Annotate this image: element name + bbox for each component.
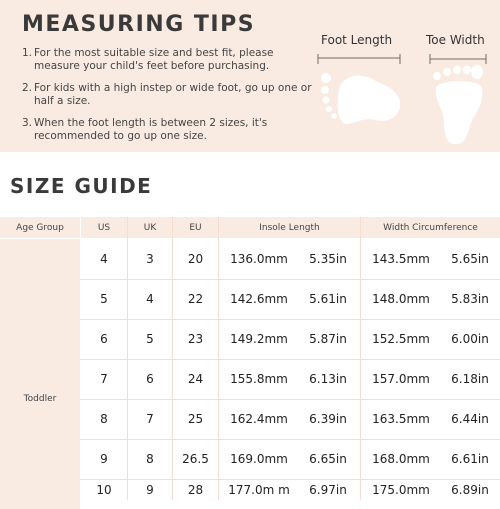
cell-eu: 26.5 (182, 452, 209, 466)
cell-width-mm: 163.5mm (372, 412, 430, 426)
cell-width-mm: 152.5mm (372, 332, 430, 346)
cell-eu: 25 (187, 412, 204, 426)
tip-number: 2. (22, 82, 33, 94)
cell-uk: 6 (146, 372, 154, 386)
tip-text: For kids with a high instep or wide foot, go up one or half a size. (34, 82, 312, 107)
cell-eu: 20 (187, 252, 204, 266)
header-age-group: Age Group (0, 217, 80, 238)
cell-us: 10 (96, 482, 112, 497)
age-group-column (0, 239, 80, 509)
cell-us: 5 (100, 292, 108, 306)
cell-insole-mm: 169.0mm (230, 452, 288, 466)
cell-uk: 8 (146, 452, 154, 466)
cell-us: 4 (100, 252, 108, 266)
header-uk: UK (128, 217, 172, 238)
cell-insole-mm: 162.4mm (230, 412, 288, 426)
cell-uk: 4 (146, 292, 154, 306)
header-width-circumference: Width Circumference (361, 217, 500, 238)
cell-us: 8 (100, 412, 108, 426)
cell-insole-in: 6.39in (309, 412, 347, 426)
foot-length-diagram-icon (312, 50, 407, 145)
cell-insole-mm: 136.0mm (230, 252, 288, 266)
cell-uk: 7 (146, 412, 154, 426)
cell-width-mm: 175.0mm (372, 482, 430, 497)
cell-insole-in: 6.65in (309, 452, 347, 466)
cell-eu: 24 (187, 372, 204, 386)
cell-uk: 5 (146, 332, 154, 346)
cell-insole-in: 6.13in (309, 372, 347, 386)
cell-insole-mm: 149.2mm (230, 332, 288, 346)
size-guide-title: SIZE GUIDE (10, 174, 153, 198)
tip-number: 1. (22, 47, 33, 59)
size-guide-table (0, 217, 500, 500)
header-insole-length: Insole Length (219, 217, 360, 238)
cell-uk: 3 (146, 252, 154, 266)
cell-width-in: 6.18in (451, 372, 489, 386)
cell-width-mm: 168.0mm (372, 452, 430, 466)
cell-insole-mm: 177.0m m (228, 482, 290, 497)
cell-width-in: 6.44in (451, 412, 489, 426)
cell-insole-mm: 155.8mm (230, 372, 288, 386)
cell-insole-in: 6.97in (309, 482, 347, 497)
cell-us: 9 (100, 452, 108, 466)
toe-width-diagram-icon (424, 50, 494, 150)
cell-width-in: 5.83in (451, 292, 489, 306)
cell-eu: 22 (187, 292, 204, 306)
tip-text: When the foot length is between 2 sizes, it's recommended to go up one size. (34, 117, 268, 142)
cell-insole-in: 5.61in (309, 292, 347, 306)
cell-width-mm: 148.0mm (372, 292, 430, 306)
toe-width-label: Toe Width (426, 33, 485, 47)
cell-insole-in: 5.87in (309, 332, 347, 346)
cell-eu: 23 (187, 332, 204, 346)
age-group-toddler: Toddler (23, 394, 57, 404)
cell-width-in: 6.61in (451, 452, 489, 466)
measuring-tips-title: MEASURING TIPS (22, 12, 256, 37)
cell-width-in: 6.00in (451, 332, 489, 346)
tip-number: 3. (22, 117, 33, 129)
cell-insole-mm: 142.6mm (230, 292, 288, 306)
foot-length-label: Foot Length (321, 33, 393, 47)
cell-us: 6 (100, 332, 108, 346)
cell-us: 7 (100, 372, 108, 386)
cell-width-mm: 157.0mm (372, 372, 430, 386)
cell-width-mm: 143.5mm (372, 252, 430, 266)
cell-eu: 28 (187, 482, 204, 497)
cell-uk: 9 (146, 482, 154, 497)
header-eu: EU (173, 217, 218, 238)
cell-width-in: 5.65in (451, 252, 489, 266)
tip-text: For the most suitable size and best fit, please measure your child's feet before purchasing. (34, 47, 274, 72)
cell-insole-in: 5.35in (309, 252, 347, 266)
header-us: US (81, 217, 127, 238)
measuring-tips-section (0, 0, 500, 152)
cell-width-in: 6.89in (451, 482, 489, 497)
